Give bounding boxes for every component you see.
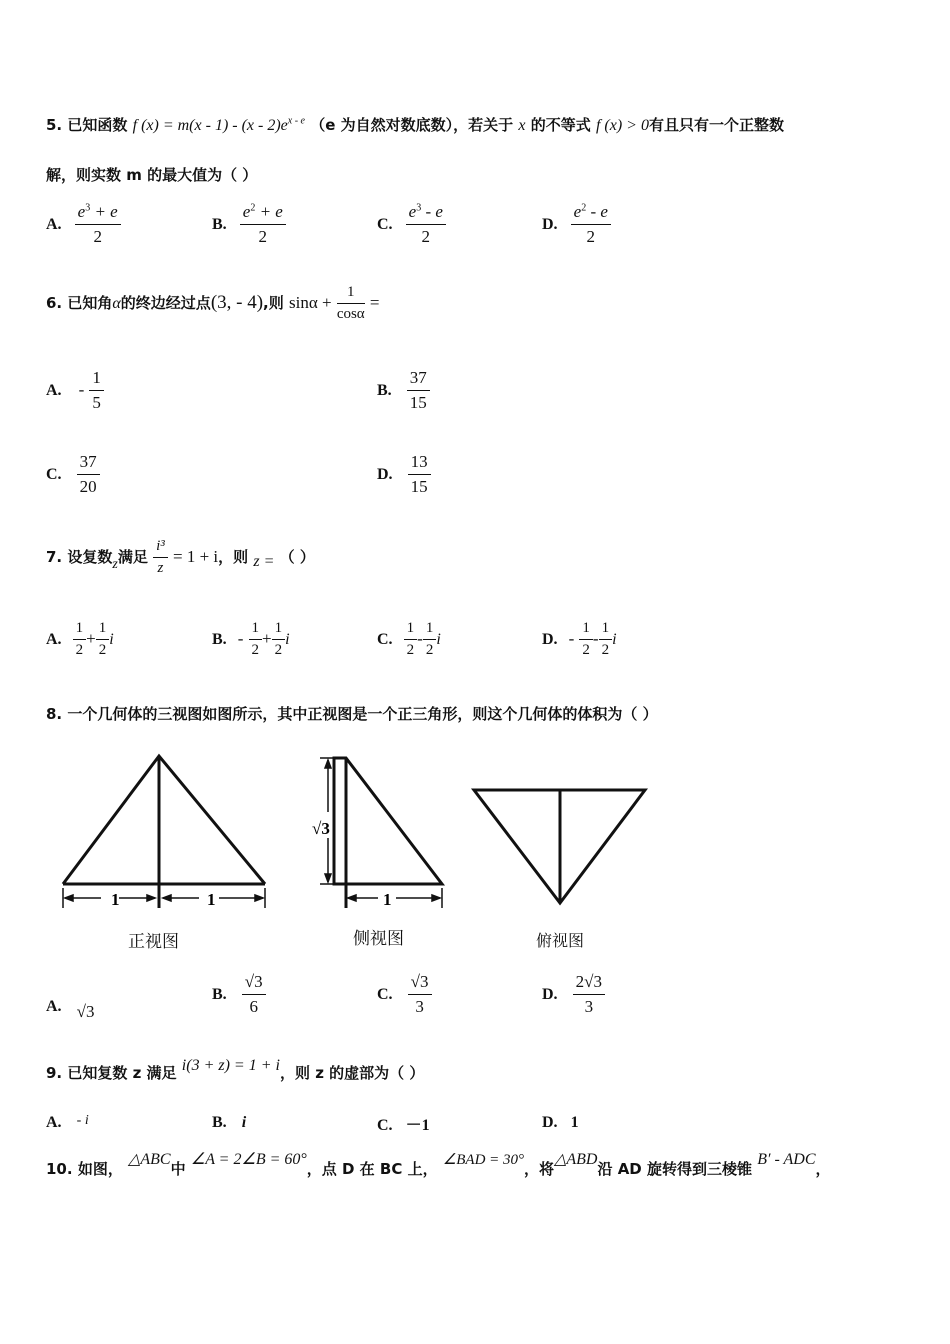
q8-option-b: B. $\frac{√3}{6}$ [212,972,266,1017]
q7-option-c: C. $\frac{1}{2}$ - $\frac{1}{2}$ i [377,620,441,658]
side-view-triangle [334,758,442,884]
q10-stem: 10. 如图， △ABC中 ∠A = 2∠B = 60°，点 D 在 BC 上， ∠BAD = 30°，将△ABD沿 AD 旋转得到三棱锥 B′ - ADC， [46,1151,831,1178]
top-view-diagram [470,785,650,910]
side-view-caption: 侧视图 [353,929,404,949]
q9-option-c: C. －1 [377,1117,430,1134]
q5-option-a: A. $\frac{e^3 + e}{2}$ [46,202,121,247]
q8-option-c: C. $\frac{√3}{3}$ [377,972,432,1017]
q6-option-d: D. $\frac{13}{15}$ [377,452,431,497]
top-view-caption: 俯视图 [536,931,585,950]
q7-option-b: B. - $\frac{1}{2}$ + $\frac{1}{2}$ i [212,620,290,658]
q5-line2: 解，则实数 m 的最大值为（ ） [46,166,258,184]
q5-line1: 5. 已知函数 f $(x) = m(x - 1) - (x - 2)e^{x - e}$ （e 为自然对数底数），若关于 x 的不等式 f (x) > 0有且只有一个正整数 [46,115,784,134]
q6-option-b: B. $\frac{37}{15}$ [377,368,430,413]
q6-stem: 6. 已知角α的终边经过点(3, - 4),则 sinα + $\frac{1}{\cos\alpha}$ = [46,284,380,322]
q5-option-d: D. $\frac{e^2 - e}{2}$ [542,202,611,247]
q5-option-c: C. $\frac{e^3 - e}{2}$ [377,202,446,247]
side-dim-height: √3 [312,819,330,838]
q9-option-a: A. - i [46,1113,89,1131]
front-view-triangle-sides [63,756,265,884]
q5-inequality: f (x) > 0 [595,117,649,134]
q8-option-d: D. $\frac{2√3}{3}$ [542,972,605,1017]
front-dim-left: 1 [111,890,120,908]
q9-option-d: D. 1 [542,1114,579,1131]
q5-function: f $(x) = m(x - 1) - (x - 2)e^{x - e}$ [132,115,305,134]
side-view-diagram [310,748,450,908]
q8-stem: 8. 一个几何体的三视图如图所示，其中正视图是一个正三角形，则这个几何体的体积为（ ） [46,705,658,723]
q9-stem: 9. 已知复数 z 满足 i(3 + z) = 1 + i，则 z 的虚部为（ ） [46,1057,425,1082]
q5-option-b: B. $\frac{e^2 + e}{2}$ [212,202,286,247]
front-view-diagram [55,748,277,908]
q9-option-b: B. i [212,1114,247,1131]
q8-option-a: A. √3 [46,998,95,1021]
q6-option-a: A. - $\frac{1}{5}$ [46,368,104,413]
front-dim-right: 1 [207,890,216,908]
q7-option-a: A. $\frac{1}{2}$ + $\frac{1}{2}$ i [46,620,114,658]
q6-option-c: C. $\frac{37}{20}$ [46,452,100,497]
q7-option-d: D. - $\frac{1}{2}$ - $\frac{1}{2}$ i [542,620,617,658]
front-view-caption: 正视图 [128,932,179,952]
q7-stem: 7. 设复数z满足 $\frac{\text{i³}}{z}$ = 1 + i，则 z = （ ） [46,538,315,576]
side-dim-base: 1 [383,890,392,908]
